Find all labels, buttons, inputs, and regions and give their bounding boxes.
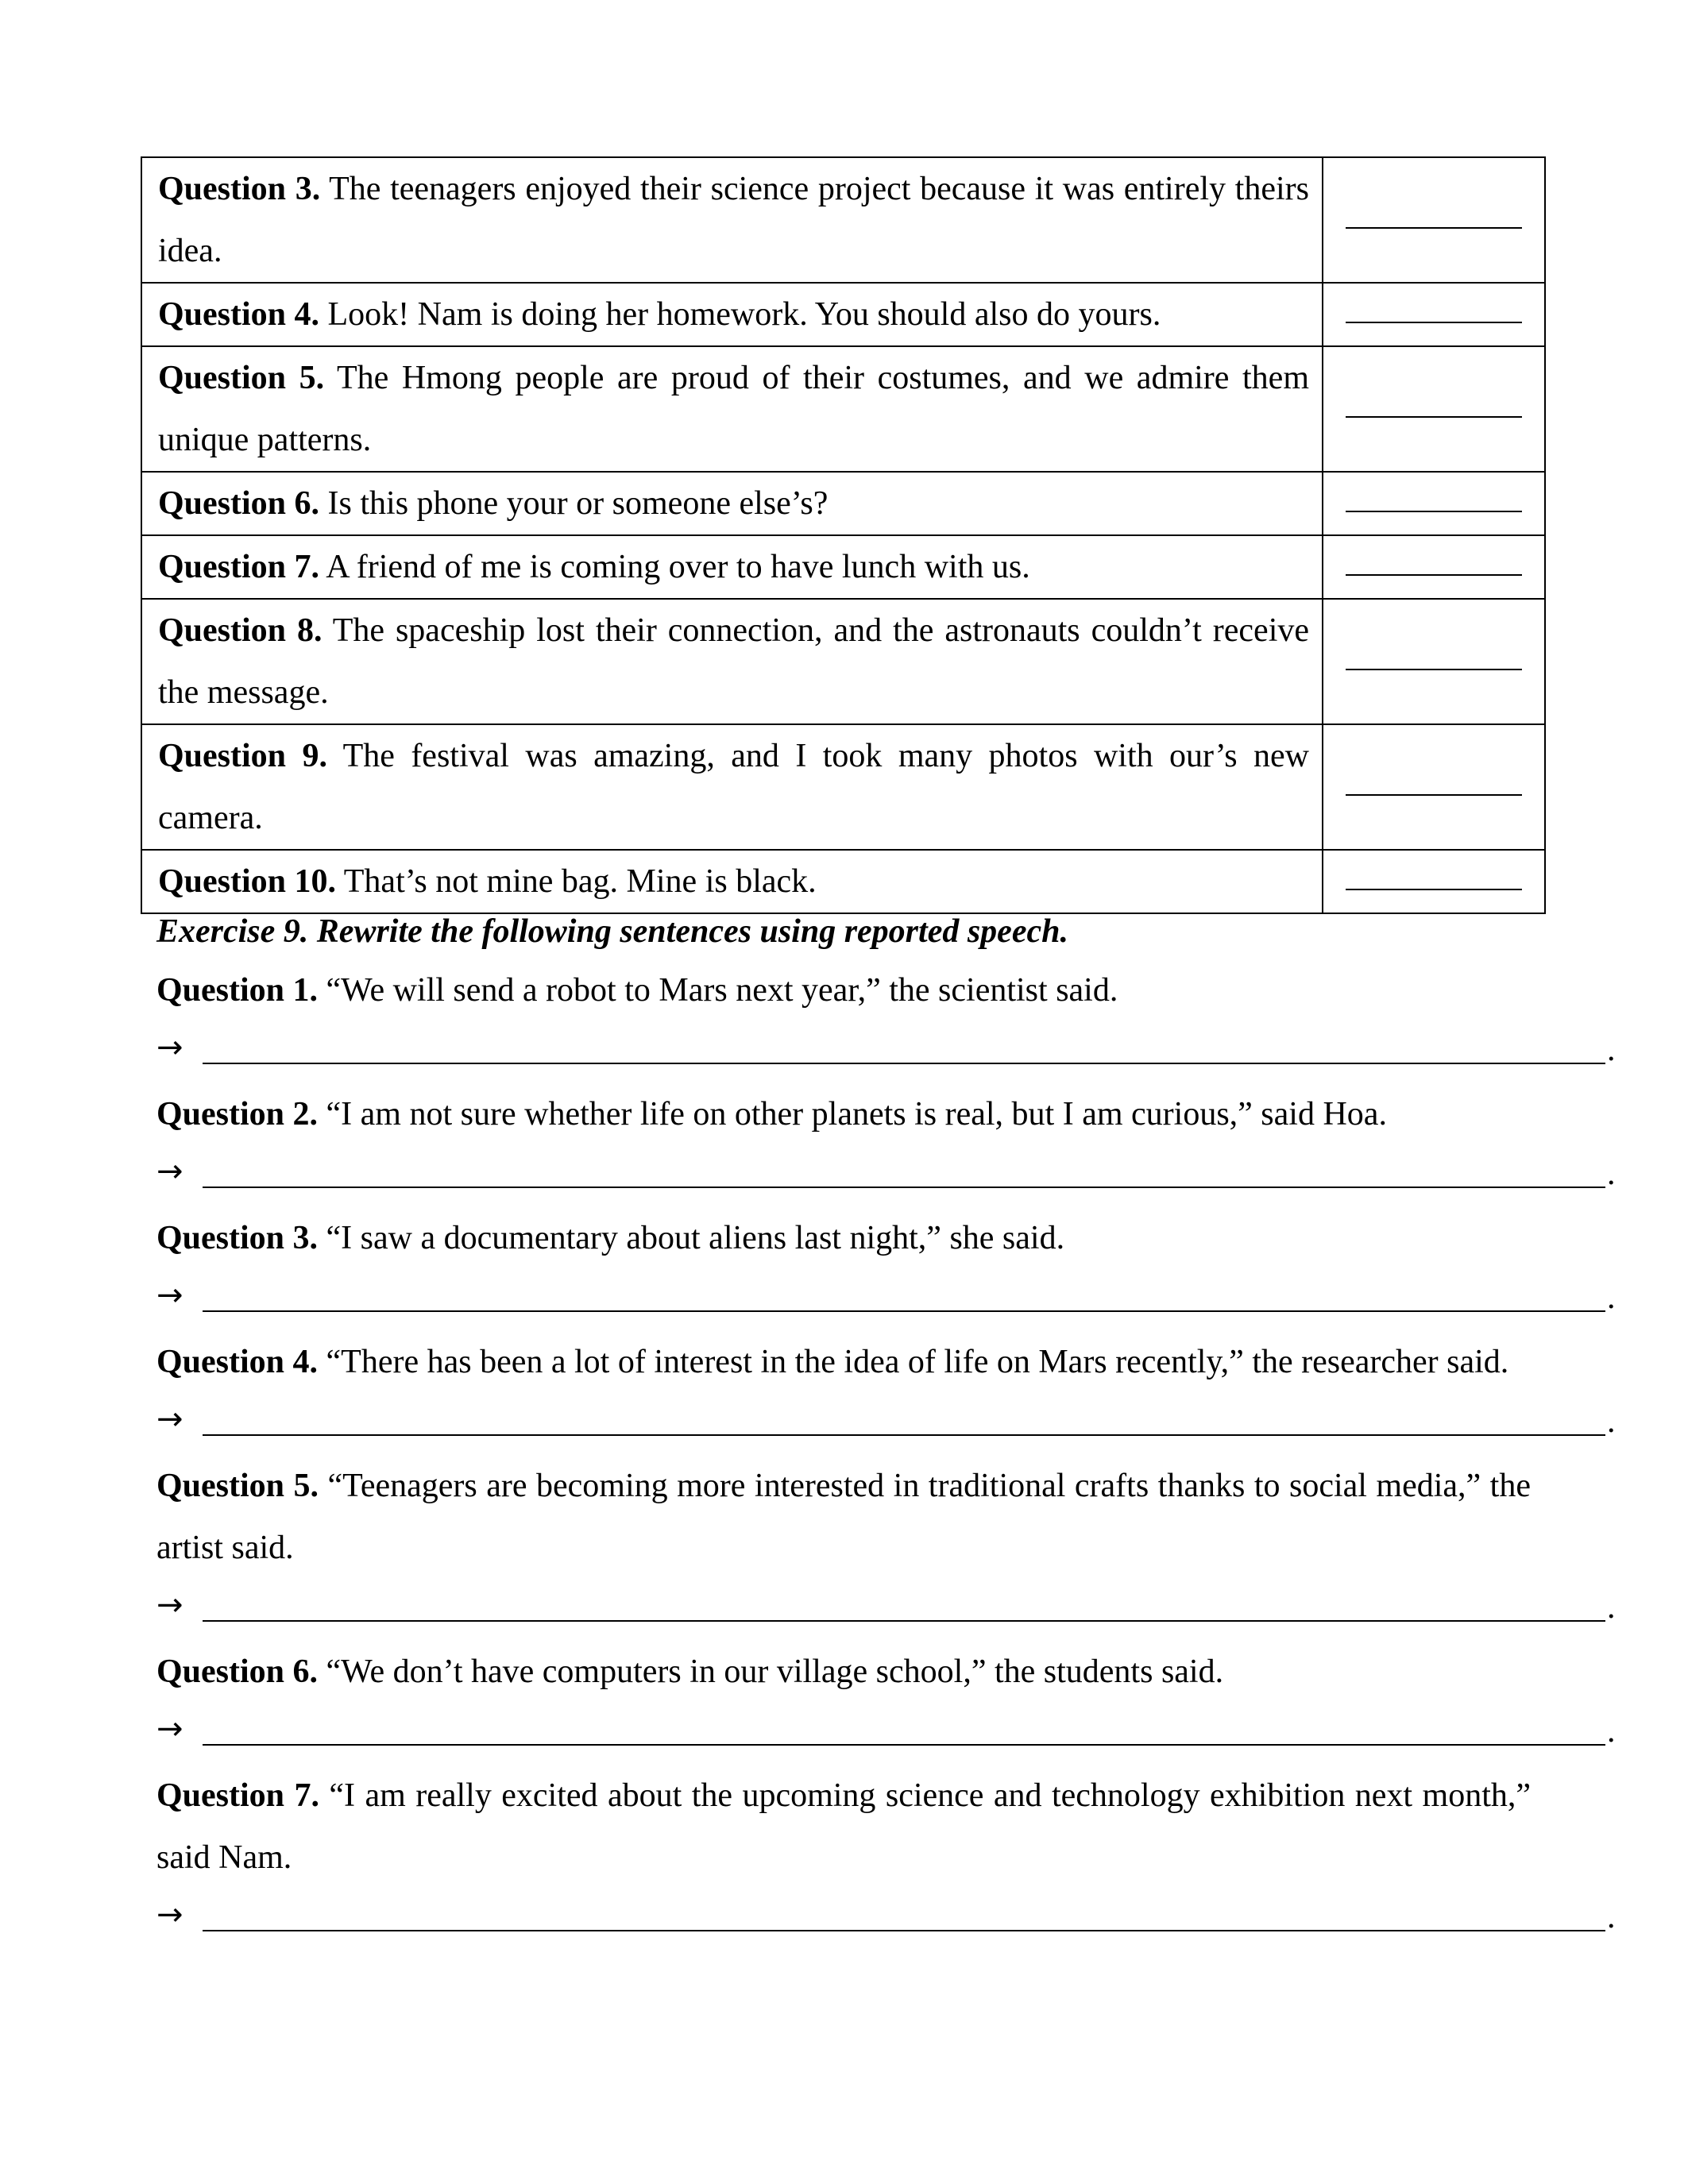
question-label: Question 4. xyxy=(156,1344,319,1380)
question-text xyxy=(158,158,1309,282)
answer-blank[interactable] xyxy=(1346,416,1522,418)
arrow-icon: → xyxy=(156,1401,183,1437)
answer-line[interactable] xyxy=(203,1063,1605,1064)
arrow-icon: → xyxy=(156,1153,183,1190)
question-text xyxy=(158,284,1309,345)
answer-line[interactable] xyxy=(203,1930,1605,1931)
arrow-icon: → xyxy=(156,1587,183,1623)
reported-speech-question xyxy=(156,1083,1531,1145)
answer-blank[interactable] xyxy=(1346,574,1522,576)
question-text xyxy=(158,536,1309,598)
answer-row xyxy=(156,1269,1616,1331)
table-row xyxy=(141,472,1545,535)
table-row xyxy=(141,599,1545,724)
reported-speech-question xyxy=(156,1641,1531,1703)
answer-blank[interactable] xyxy=(1346,794,1522,796)
question-text xyxy=(158,725,1309,849)
end-period: . xyxy=(1607,1713,1616,1750)
question-cell xyxy=(141,724,1323,850)
question-sentence: “Teenagers are becoming more interested in traditional crafts thanks to social media,” the artist said. xyxy=(156,1468,1531,1566)
answer-row xyxy=(156,1579,1616,1641)
question-label: Question 8. xyxy=(158,612,323,649)
question-sentence: Look! Nam is doing her homework. You should also do yours. xyxy=(319,296,1161,333)
question-label: Question 4. xyxy=(158,296,320,333)
answer-blank[interactable] xyxy=(1346,227,1522,229)
table-row xyxy=(141,346,1545,472)
question-cell xyxy=(141,346,1323,472)
question-label: Question 7. xyxy=(156,1777,319,1814)
answer-line[interactable] xyxy=(203,1310,1605,1312)
end-period: . xyxy=(1607,1032,1616,1068)
question-cell xyxy=(141,472,1323,535)
question-label: Question 9. xyxy=(158,738,327,774)
answer-cell[interactable] xyxy=(1323,535,1545,599)
error-correction-table xyxy=(141,156,1546,914)
question-text xyxy=(158,851,1309,913)
question-label: Question 5. xyxy=(158,360,325,396)
question-label: Question 3. xyxy=(158,171,321,207)
question-sentence: “I am really excited about the upcoming science and technology exhibition next month,” said Nam. xyxy=(156,1777,1532,1876)
table-row xyxy=(141,157,1545,283)
reported-speech-question xyxy=(156,1455,1531,1579)
table-row xyxy=(141,724,1545,850)
reported-speech-question xyxy=(156,1331,1531,1393)
answer-line[interactable] xyxy=(203,1434,1605,1436)
question-sentence: “We don’t have computers in our village school,” the students said. xyxy=(318,1653,1224,1690)
question-label: Question 1. xyxy=(156,972,319,1009)
end-period: . xyxy=(1607,1279,1616,1316)
question-sentence: “I saw a documentary about aliens last night,” she said. xyxy=(318,1220,1065,1256)
question-cell xyxy=(141,157,1323,283)
question-sentence: “We will send a robot to Mars next year,” the scientist said. xyxy=(318,972,1118,1009)
question-label: Question 6. xyxy=(156,1653,319,1690)
answer-cell[interactable] xyxy=(1323,599,1545,724)
end-period: . xyxy=(1607,1899,1616,1935)
answer-cell[interactable] xyxy=(1323,472,1545,535)
answer-cell[interactable] xyxy=(1323,157,1545,283)
end-period: . xyxy=(1607,1403,1616,1440)
question-label: Question 5. xyxy=(156,1468,319,1504)
answer-blank[interactable] xyxy=(1346,511,1522,512)
answer-blank[interactable] xyxy=(1346,669,1522,670)
answer-row xyxy=(156,1145,1616,1207)
answer-line[interactable] xyxy=(203,1744,1605,1746)
question-cell xyxy=(141,599,1323,724)
answer-line[interactable] xyxy=(203,1187,1605,1188)
arrow-icon: → xyxy=(156,1711,183,1747)
question-sentence: “I am not sure whether life on other planets is real, but I am curious,” said Hoa. xyxy=(318,1096,1387,1133)
question-sentence: The Hmong people are proud of their costumes, and we admire them unique patterns. xyxy=(158,360,1309,458)
question-sentence: Is this phone your or someone else’s? xyxy=(319,485,829,522)
exercise-9-title: Exercise 9. Rewrite the following sentences using reported speech. xyxy=(156,913,1068,950)
answer-row xyxy=(156,1393,1616,1455)
question-sentence: That’s not mine bag. Mine is black. xyxy=(336,863,817,900)
question-sentence: A friend of me is coming over to have lunch with us. xyxy=(319,549,1030,585)
question-cell xyxy=(141,850,1323,913)
question-text xyxy=(158,347,1309,471)
question-text xyxy=(158,473,1309,534)
answer-row xyxy=(156,1703,1616,1765)
question-label: Question 2. xyxy=(156,1096,319,1133)
question-cell xyxy=(141,283,1323,346)
reported-speech-question xyxy=(156,1765,1531,1889)
reported-speech-question xyxy=(156,1207,1531,1269)
answer-cell[interactable] xyxy=(1323,850,1545,913)
answer-row xyxy=(156,1889,1616,1951)
question-label: Question 3. xyxy=(156,1220,319,1256)
answer-blank[interactable] xyxy=(1346,889,1522,890)
answer-line[interactable] xyxy=(203,1620,1605,1622)
answer-cell[interactable] xyxy=(1323,346,1545,472)
question-label: Question 6. xyxy=(158,485,320,522)
arrow-icon: → xyxy=(156,1897,183,1933)
answer-cell[interactable] xyxy=(1323,724,1545,850)
reported-speech-question xyxy=(156,959,1531,1021)
question-sentence: “There has been a lot of interest in the idea of life on Mars recently,” the researcher said. xyxy=(318,1344,1509,1380)
answer-blank[interactable] xyxy=(1346,322,1522,323)
question-sentence: The teenagers enjoyed their science project because it was entirely theirs idea. xyxy=(158,171,1309,269)
question-sentence: The spaceship lost their connection, and the astronauts couldn’t receive the message. xyxy=(158,612,1309,711)
table-row xyxy=(141,283,1545,346)
end-period: . xyxy=(1607,1156,1616,1192)
end-period: . xyxy=(1607,1589,1616,1626)
question-cell xyxy=(141,535,1323,599)
arrow-icon: → xyxy=(156,1277,183,1314)
answer-row xyxy=(156,1021,1616,1083)
arrow-icon: → xyxy=(156,1029,183,1066)
answer-cell[interactable] xyxy=(1323,283,1545,346)
exercise-9-questions xyxy=(156,959,1616,1951)
question-text xyxy=(158,600,1309,723)
table-row xyxy=(141,850,1545,913)
table-row xyxy=(141,535,1545,599)
question-label: Question 7. xyxy=(158,549,320,585)
question-sentence: The festival was amazing, and I took many photos with our’s new camera. xyxy=(158,738,1310,836)
question-label: Question 10. xyxy=(158,863,337,900)
